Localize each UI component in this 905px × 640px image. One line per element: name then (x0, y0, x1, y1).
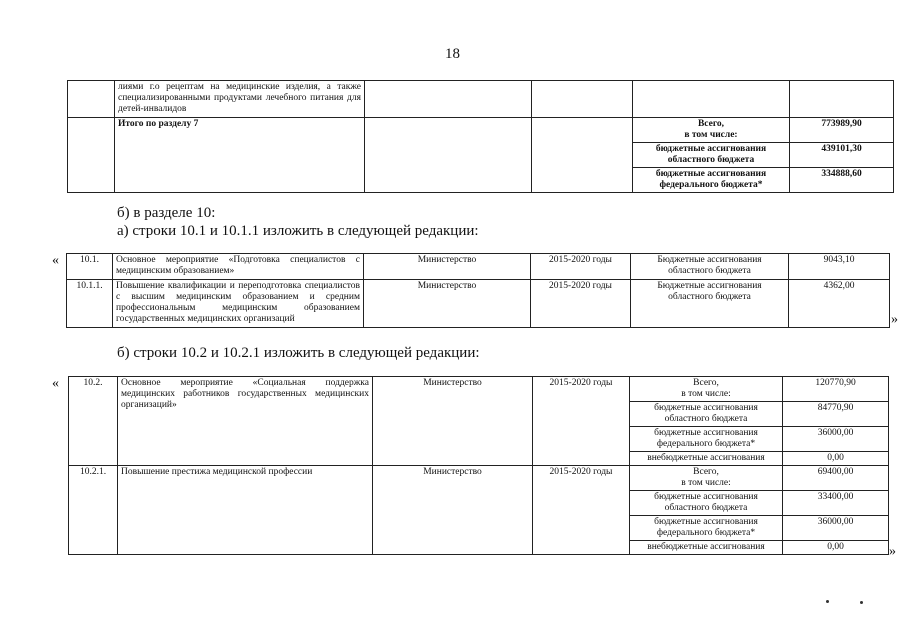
table-row (67, 280, 890, 328)
amount-regional: 439101,30 (790, 143, 894, 168)
row-amount: 0,00 (783, 541, 889, 555)
table-cell-name: лиями г.о рецептам на медицинские изделия, а также специализированными продуктами лечебного питания для детей-инвалидов (115, 81, 365, 118)
row-period: 2015-2020 годы (533, 377, 630, 466)
row-number: 10.1. (67, 254, 113, 280)
row-name: Основное мероприятие «Социальная поддержка медицинских работников государственных медицинских организаций» (118, 377, 373, 466)
section-subheading-a: а) строки 10.1 и 10.1.1 изложить в следующей редакции: (117, 223, 479, 239)
row-source: Всего, в том числе: (630, 377, 783, 402)
open-quote: « (52, 253, 59, 268)
row-amount: 36000,00 (783, 427, 889, 452)
row-period: 2015-2020 годы (531, 254, 631, 280)
row-amount: 84770,90 (783, 402, 889, 427)
row-source: внебюджетные ассигнования (630, 541, 783, 555)
source-regional: бюджетные ассигнования областного бюджета (633, 143, 790, 168)
row-name: Повышение квалификации и переподготовка специалистов с высшим медицинским образованием и средним профессиональным медицинским образованием государственных медицинских организаций (113, 280, 364, 328)
scan-speck (860, 601, 863, 604)
row-period: 2015-2020 годы (531, 280, 631, 328)
amount-total: 773989,90 (790, 118, 894, 143)
amount-federal: 334888,60 (790, 168, 894, 193)
section-heading: б) в разделе 10: (117, 205, 216, 221)
close-quote: » (889, 544, 896, 559)
section-subheading-b: б) строки 10.2 и 10.2.1 изложить в следующей редакции: (117, 345, 480, 361)
open-quote: « (52, 376, 59, 391)
row-executor: Министерство (364, 280, 531, 328)
row-number: 10.1.1. (67, 280, 113, 328)
row-source: бюджетные ассигнования федерального бюджета* (630, 427, 783, 452)
row-name: Основное мероприятие «Подготовка специалистов с медицинским образованием» (113, 254, 364, 280)
section-total-label: Итого по разделу 7 (115, 118, 365, 193)
row-amount: 36000,00 (783, 516, 889, 541)
section-10-1-table (66, 253, 890, 328)
section-10-2-table (68, 376, 889, 555)
row-executor: Министерство (364, 254, 531, 280)
row-source: бюджетные ассигнования федерального бюджета* (630, 516, 783, 541)
row-number: 10.2. (69, 377, 118, 466)
table-row (68, 81, 894, 118)
row-executor: Министерство (373, 377, 533, 466)
table-row (69, 466, 889, 491)
row-source: бюджетные ассигнования областного бюджета (630, 491, 783, 516)
row-amount: 0,00 (783, 452, 889, 466)
row-period: 2015-2020 годы (533, 466, 630, 555)
row-source: бюджетные ассигнования областного бюджета (630, 402, 783, 427)
row-source: Бюджетные ассигнования областного бюджета (631, 254, 789, 280)
row-source: Бюджетные ассигнования областного бюджета (631, 280, 789, 328)
row-amount: 9043,10 (789, 254, 890, 280)
row-amount: 69400,00 (783, 466, 889, 491)
table-row (69, 377, 889, 402)
row-number: 10.2.1. (69, 466, 118, 555)
section-7-table (67, 80, 894, 193)
table-row (67, 254, 890, 280)
close-quote: » (891, 312, 898, 327)
source-total: Всего, в том числе: (633, 118, 790, 143)
scan-speck (826, 600, 829, 603)
table-row (68, 118, 894, 143)
row-amount: 33400,00 (783, 491, 889, 516)
row-amount: 120770,90 (783, 377, 889, 402)
row-source: внебюджетные ассигнования (630, 452, 783, 466)
row-source: Всего, в том числе: (630, 466, 783, 491)
row-amount: 4362,00 (789, 280, 890, 328)
source-federal: бюджетные ассигнования федерального бюджета* (633, 168, 790, 193)
row-executor: Министерство (373, 466, 533, 555)
row-name: Повышение престижа медицинской профессии (118, 466, 373, 555)
page-number: 18 (445, 46, 460, 62)
